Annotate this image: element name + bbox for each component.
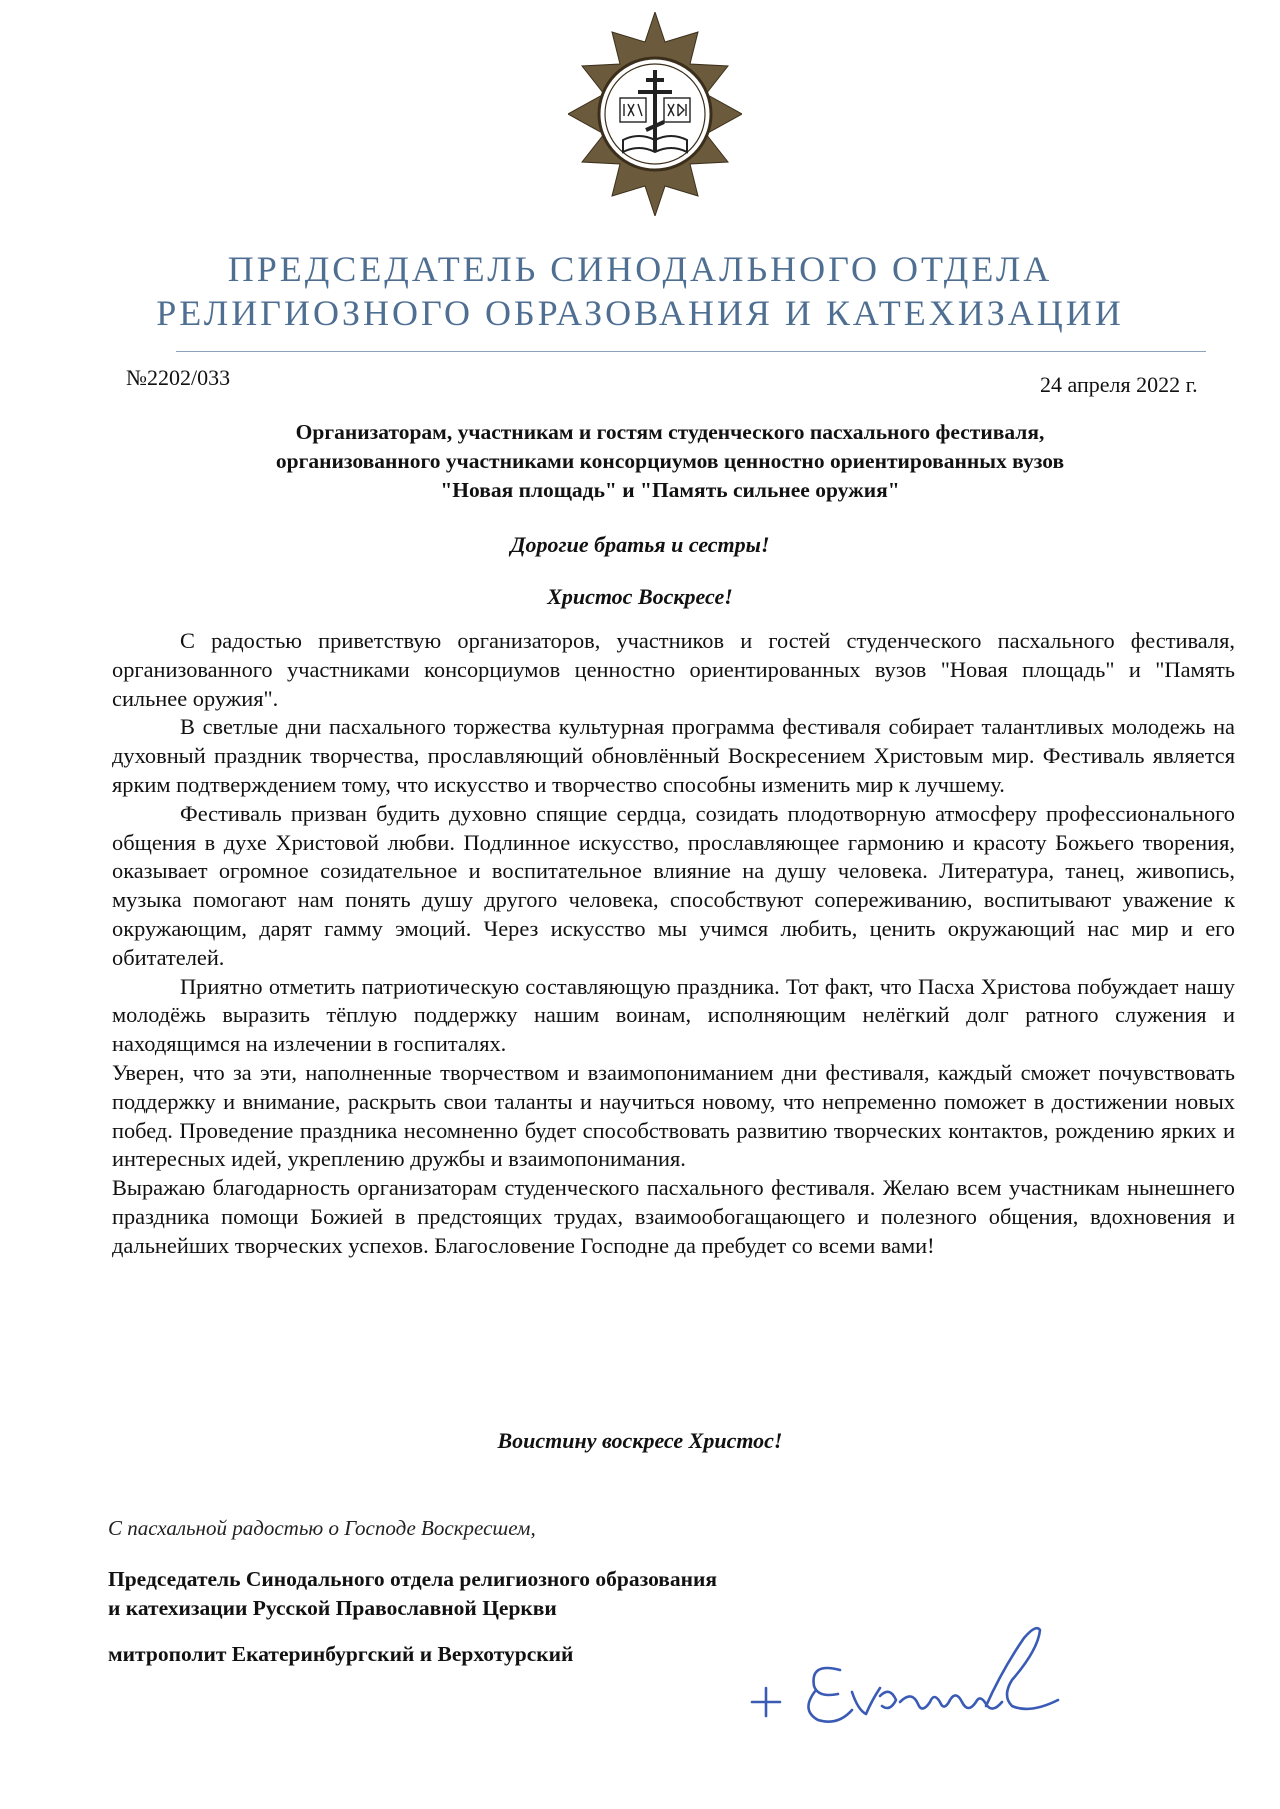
body-paragraph: Фестиваль призван будить духовно спящие сердца, созидать плодотворную атмосферу профессионального общения в духе Христовой любви. Подлинное искусство, прославляющее гармонию и красоту Божьего творения, оказывает огромное созидательное и воспитательное влияние на душу человека. Литература, танец, живопись, музыка помогают нам понять душу другого человека, способствуют сопереживанию, воспитывают уважение к окружающим, дарят гамму эмоций. Через искусство мы учимся любить, ценить окружающий нас мир и его обитателей. [112,800,1235,970]
salutation: Дорогие братья и сестры! [510,532,770,557]
paschal-greeting: Христос Воскресе! [547,584,733,609]
document-number: №2202/033 [126,365,231,390]
handwritten-signature [740,1610,1100,1730]
regards-line: С пасхальной радостью о Господе Воскресшем, [108,1516,536,1540]
addressee-block [150,418,1190,505]
body-paragraph: Выражаю благодарность организаторам студенческого пасхального фестиваля. Желаю всем участникам нынешнего праздника помощи Божией в предстоящих трудах, взаимообогащающего и полезного общения, вдохновения и дальнейших творческих успехов. Благословение Господне да пребудет со всеми вами! [112,1175,1235,1258]
letterhead-title-line-2: РЕЛИГИОЗНОГО ОБРАЗОВАНИЯ И КАТЕХИЗАЦИИ [156,293,1124,333]
signatory-title [108,1565,717,1623]
letterhead-title-line-1: ПРЕДСЕДАТЕЛЬ СИНОДАЛЬНОГО ОТДЕЛА [227,249,1053,289]
body-paragraph: Уверен, что за эти, наполненные творчеством и взаимопониманием дни фестиваля, каждый сможет почувствовать поддержку и внимание, раскрыть свои таланты и научиться новому, что непременно поможет в достижении новых побед. Проведение праздника несомненно будет способствовать развитию творческих контактов, рождению ярких и интересных идей, укреплению дружбы и взаимопонимания. [112,1059,1235,1172]
addressee-line: организованного участниками консорциумов ценностно ориентированных вузов [275,449,1065,473]
document-date: 24 апреля 2022 г. [1040,372,1198,397]
signatory-title-line: Председатель Синодального отдела религиозного образования [108,1567,718,1591]
closing-greeting: Воистину воскресе Христос! [497,1428,783,1453]
body-paragraph: С радостью приветствую организаторов, участников и гостей студенческого пасхального фестиваля, организованного участниками консорциумов ценностно ориентированных вузов "Новая площадь" и "Память сильнее оружия". [112,628,1235,711]
letter-body [112,627,1235,1261]
signatory-title-line: и катехизации Русской Православной Церкви [108,1596,557,1620]
addressee-line: "Новая площадь" и "Память сильнее оружия" [440,478,900,502]
orthodox-cross-emblem-icon [568,12,742,216]
body-paragraph: Приятно отметить патриотическую составляющую праздника. Тот факт, что Пасха Христова побуждает нашу молодёжь выразить тёплую поддержку нашим воинам, исполняющим нелёгкий долг ратного служения и находящимся на излечении в госпиталях. [112,973,1235,1057]
letterhead-divider [176,351,1206,352]
body-paragraph: В светлые дни пасхального торжества культурная программа фестиваля собирает талантливых молодежь на духовный праздник творчества, прославляющий обновлённый Воскресением Христовым мир. Фестиваль является ярким подтверждением тому, что искусство и творчество способны изменить мир к лучшему. [112,714,1235,797]
signatory-name: митрополит Екатеринбургский и Верхотурский [108,1642,574,1666]
addressee-line: Организаторам, участникам и гостям студенческого пасхального фестиваля, [295,420,1045,444]
